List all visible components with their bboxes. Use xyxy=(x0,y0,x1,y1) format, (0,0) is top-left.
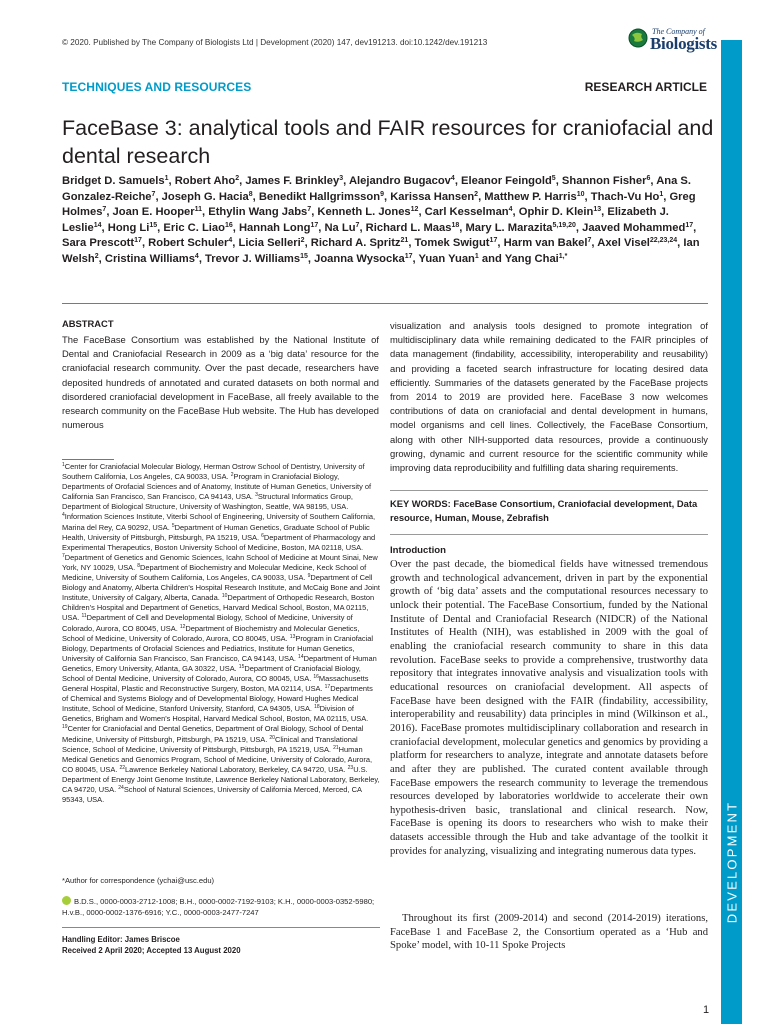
affiliation-number: 6 xyxy=(261,532,264,539)
author-affiliation-number: 21 xyxy=(400,237,409,244)
handling-editor: Handling Editor: James Briscoe xyxy=(62,935,180,944)
author-affiliation-number: 14 xyxy=(93,221,102,229)
author-affiliation-number: 6 xyxy=(646,175,651,182)
keywords-text: FaceBase Consortium, Craniofacial development, Data resource, Human, Mouse, Zebrafish xyxy=(390,498,698,523)
affiliation-number: 13 xyxy=(289,633,296,640)
author[interactable] xyxy=(238,237,304,249)
orcid-list xyxy=(62,896,380,918)
affiliation-text: Massachusetts General Hospital, Plastic and Reconstructive Surgery, Boston, MA 02114, USA. xyxy=(62,673,369,694)
introduction-paragraph-2: Throughout its first (2009-2014) and second (2014-2019) iterations, FaceBase 1 and FaceBase 2, the Consortium operated as a ‘Hub and Spoke’ model, with 10-11 Spoke Projects xyxy=(390,913,708,952)
author-affiliation-number: 1,* xyxy=(558,252,568,260)
affiliation-number: 20 xyxy=(269,734,275,741)
author[interactable] xyxy=(62,175,168,187)
logo-text-big: Biologists xyxy=(650,34,717,53)
author-affiliation-number: 22,23,24 xyxy=(649,237,678,244)
author-affiliation-number: 17 xyxy=(489,237,498,244)
author-affiliation-number: 10 xyxy=(576,190,585,198)
affiliation-number: 3 xyxy=(255,492,258,499)
author-name: Ana S. Gonzalez-Reiche xyxy=(62,175,692,203)
affiliation-text: Departments of Chemical and Systems Biology and of Developmental Biology, Howard Hughes Medical Institute, School of Medicine, Stanford University, Stanford, CA 94305, USA. xyxy=(62,684,373,714)
author-name: Elizabeth J. Leslie xyxy=(62,206,669,234)
author-affiliation-number: 9 xyxy=(380,190,384,198)
affiliation-text: Lawrence Berkeley National Laboratory, Berkeley, CA 94720, USA. xyxy=(125,764,346,774)
globe-icon xyxy=(628,28,648,48)
affiliation-number: 15 xyxy=(238,663,245,670)
author-affiliation-number: 5 xyxy=(551,175,556,182)
author[interactable] xyxy=(314,253,412,265)
author-name: Joan E. Hooper xyxy=(112,206,195,218)
author-affiliation-number: 7 xyxy=(355,221,360,229)
author-name: Benedikt Hallgrimsson xyxy=(258,190,381,203)
author-name: Richard A. Spritz xyxy=(310,237,401,249)
author-affiliation-number: 7 xyxy=(102,206,107,213)
affiliation-number: 16 xyxy=(313,673,319,680)
journal-side-label xyxy=(721,752,742,972)
affiliation-text: Department of Human Genetics, Emory University, Atlanta, GA 30322, USA. xyxy=(62,653,377,673)
author-name: Cristina Williams xyxy=(104,252,195,265)
affiliation-number: 11 xyxy=(81,613,87,620)
author[interactable] xyxy=(419,253,479,265)
author-name: Eric C. Liao xyxy=(163,221,225,234)
author[interactable] xyxy=(205,253,308,265)
author-name: Yuan Yuan xyxy=(418,252,475,265)
author-affiliation-number: 12 xyxy=(410,206,419,213)
abstract-text-part2: visualization and analysis tools designed to promote integration of multidisciplinary data while remaining dedicated to the FAIR principles of data management (findability, accessibility, interoperability and reusability) and providing a faceted search infrastructure for locating desired data efficiently. Summaries of the datasets generated by the FaceBase projects from 2014 to 2019 are provided here. FaceBase 3 now welcomes contributions of data on craniofacial and dental development in humans, model organisms and cell lines. Collectively, the FaceBase Consortium, along with other NIH-supported data resources, provide a continuously growing, dynamic and current resource for the scientific community while improving data reproducibility and fulfilling data sharing requirements. xyxy=(390,320,708,474)
author-name: Tomek Swigut xyxy=(414,237,490,249)
author-affiliation-number: 18 xyxy=(451,221,460,229)
author-name: Ophir D. Klein xyxy=(518,206,594,218)
section-label: TECHNIQUES AND RESOURCES xyxy=(62,80,252,94)
affiliation-number: 12 xyxy=(179,623,186,630)
author-name: Kenneth L. Jones xyxy=(317,206,411,218)
author-name: Trevor J. Williams xyxy=(205,252,301,265)
affiliation-text: Department of Biochemistry and Molecular Medicine, Keck School of Medicine, University of Southern California, Los Angeles, CA 90033, USA. xyxy=(62,562,367,583)
author-name: Yang Chai xyxy=(504,252,559,265)
introduction-paragraph-1: Over the past decade, the biomedical fields have witnessed tremendous growth and technological advancement, driven in part by the exponential growth of ‘big data’ assets and the computational resources necessary to unlock their potential. The FaceBase Consortium, funded by the National Institute of Dental and Craniofacial Research (NIDCR) of the National Institutes of Health (NIH), was established in 2009 with the goal of enabling the craniofacial research community to share in this data revolution. FaceBase seeks to provide a comprehensive, trustworthy data repository that integrates innovative analysis and visualization tools with educational resources on craniofacial development. All aspects of FaceBase have been designed with the FAIR (findability, accessibility, interoperability and reusability) data principles in mind (Wilkinson et al., 2016). FaceBase promotes multidisciplinary collaboration and research in craniofacial development, molecular genetics and genomics by providing a platform for researchers to analyze, integrate and annotate datasets before and after they are published. The curated content available through FaceBase empowers the research community to leverage the tremendous resources developed by laboratories worldwide to accelerate their own hypothesis-driven basic, translational and clinical research. Now, FaceBase is opening its doors to researchers who wish to make their datasets accessible through the Hub and take advantage of the toolkit it provides for analyzing, visualizing and integrating numerous data types. xyxy=(390,559,708,857)
author-name: James F. Brinkley xyxy=(245,175,340,187)
author[interactable] xyxy=(317,206,418,218)
author-name: Jaaved Mohammed xyxy=(582,221,686,234)
publisher-logo[interactable] xyxy=(628,24,717,54)
author[interactable] xyxy=(245,175,343,187)
author-name: Shannon Fisher xyxy=(561,175,647,187)
author-affiliation-number: 17 xyxy=(404,252,413,260)
affiliation-text: Division of Genetics, Brigham and Women's Hospital, Harvard Medical School, Boston, MA 02115, USA. xyxy=(62,704,369,724)
affiliation-number: 8 xyxy=(137,562,141,569)
author-name: Mary L. Marazita xyxy=(465,221,553,234)
affiliation-number: 9 xyxy=(307,573,311,580)
author[interactable] xyxy=(390,191,478,203)
author[interactable] xyxy=(239,222,318,234)
author[interactable] xyxy=(175,175,239,187)
affiliation-text: Department of Orthopedic Research, Boston Children's Hospital and Department of Genetics, Harvard Medical School, Boston, MA 02115, USA. xyxy=(62,593,375,623)
author-affiliation-number: 8 xyxy=(248,190,253,198)
author[interactable] xyxy=(148,237,232,249)
author-affiliation-number: 4 xyxy=(228,237,233,244)
author[interactable] xyxy=(505,253,568,265)
affiliation-number: 21 xyxy=(333,744,339,751)
author[interactable] xyxy=(108,222,157,234)
author-name: Harm van Bakel xyxy=(503,237,588,249)
author-affiliation-number: 5,19,20 xyxy=(552,221,576,229)
author-affiliation-number: 3 xyxy=(339,175,344,182)
author-name: Matthew P. Harris xyxy=(484,190,577,203)
affiliation-number: 1 xyxy=(62,462,65,468)
author[interactable] xyxy=(366,222,460,234)
author[interactable] xyxy=(259,191,384,203)
author-affiliation-number: 16 xyxy=(224,221,233,229)
affiliation-text: School of Natural Sciences, University of California Merced, Merced, CA 95343, USA. xyxy=(62,785,362,805)
keywords-bottom-divider xyxy=(390,534,708,535)
author[interactable] xyxy=(591,191,663,203)
author-name: Hannah Long xyxy=(238,221,311,234)
page-number: 1 xyxy=(703,1004,710,1016)
author-name: Greg Holmes xyxy=(62,190,696,218)
keywords xyxy=(390,497,708,524)
author-affiliation-number: 13 xyxy=(593,206,602,213)
author[interactable] xyxy=(415,237,498,249)
author-name: Joseph G. Hacia xyxy=(161,190,249,203)
author[interactable] xyxy=(163,222,232,234)
keywords-top-divider xyxy=(390,490,708,491)
affiliation-text: U.S. Department of Energy Joint Genome Institute, Lawrence Berkeley National Laboratory, Berkeley, CA 94720, USA. xyxy=(62,764,380,794)
author[interactable] xyxy=(425,206,513,218)
affiliations-list xyxy=(62,462,380,805)
affiliation-number: 14 xyxy=(298,653,304,660)
author-affiliation-number: 2 xyxy=(235,175,240,182)
affiliation-text: Structural Informatics Group, Department of Biological Structure, University of Washington, Seattle, WA 98195, USA. xyxy=(62,492,353,512)
author-affiliation-number: 11 xyxy=(194,206,203,213)
affiliation-number: 18 xyxy=(314,704,320,711)
author[interactable] xyxy=(162,191,253,203)
affiliation-text: Program in Craniofacial Biology, Departments of Orofacial Sciences and Pediatrics, Institute for Human Genetics, University of California San Francisco, San Francisco, CA 94143, USA. xyxy=(62,633,374,663)
affiliation-text: Department of Genetics and Genomic Sciences, Icahn School of Medicine at Mount Sinai, New York, NY 10029, USA. xyxy=(62,552,378,572)
header-divider xyxy=(62,303,708,304)
author-name: Hong Li xyxy=(107,221,150,234)
abstract-heading: ABSTRACT xyxy=(62,318,114,329)
author-name: Carl Kesselman xyxy=(424,206,509,218)
author-name: Robert Schuler xyxy=(148,237,229,249)
author-name: Eleanor Feingold xyxy=(461,175,552,187)
author-affiliation-number: 17 xyxy=(310,221,319,229)
author-affiliation-number: 4 xyxy=(450,175,455,182)
author[interactable] xyxy=(582,222,693,234)
affiliation-text: Program in Craniofacial Biology, Departments of Orofacial Sciences and of Anatomy, Institute of Human Genetics, University of California San Francisco, San Francisco, CA 94143, USA. xyxy=(62,472,372,502)
author-affiliation-number: 7 xyxy=(307,206,312,213)
author-affiliation-number: 4 xyxy=(508,206,513,213)
abstract-text-part1: The FaceBase Consortium was established by the National Institute of Dental and Craniofacial Research in 2009 as a ‘big data’ resource for the craniofacial research community. Over the past decade, researchers have deposited hundreds of annotated and curated datasets on both normal and disordered craniofacial development in FaceBase, all freely available to the research community on the FaceBase Hub website. The Hub has developed numerous xyxy=(62,334,379,431)
keywords-label: KEY WORDS: xyxy=(390,498,451,509)
correspondence-note: *Author for correspondence (ychai@usc.edu) xyxy=(62,876,215,885)
affiliation-number: 7 xyxy=(62,552,65,559)
received-dates: Received 2 April 2020; Accepted 13 August 2020 xyxy=(62,946,241,955)
author[interactable] xyxy=(484,191,584,203)
author-name: Bridget D. Samuels xyxy=(62,175,165,187)
affiliation-number: 22 xyxy=(119,764,126,771)
author[interactable] xyxy=(597,237,677,249)
author-name: Axel Visel xyxy=(597,237,650,249)
editor-divider xyxy=(62,927,380,928)
author-name: Joanna Wysocka xyxy=(314,252,405,265)
introduction-heading: Introduction xyxy=(390,545,446,556)
affiliation-number: 10 xyxy=(221,593,228,600)
author-affiliation-number: 7 xyxy=(151,190,156,198)
affiliation-number: 19 xyxy=(62,724,68,731)
affiliation-text: Department of Cell Biology and Anatomy, Alberta Children's Hospital Research Institute, and McCaig Bone and Joint Institute, University of Calgary, Alberta, Canada. xyxy=(62,573,380,603)
affiliations-divider xyxy=(62,459,114,460)
affiliation-number: 23 xyxy=(347,764,354,771)
author[interactable] xyxy=(519,206,601,218)
affiliation-text: Clinical and Translational Science, School of Medicine, University of Pittsburgh, Pittsburgh, PA 15219, USA. xyxy=(62,734,358,754)
author-affiliation-number: 17 xyxy=(685,221,694,229)
affiliation-number: 24 xyxy=(118,785,124,791)
affiliation-text: Information Sciences Institute, Viterbi School of Engineering, University of Southern California, Marina del Rey, CA 90292, USA. xyxy=(62,512,376,532)
affiliation-number: 17 xyxy=(324,684,331,691)
author-affiliation-number: 15 xyxy=(300,252,308,260)
author-name: Sara Prescott xyxy=(62,237,135,249)
author[interactable] xyxy=(324,222,359,234)
affiliation-number: 5 xyxy=(171,522,175,529)
affiliation-text: Human Medical Genetics and Genomics Program, School of Medicine, University of Colorado, Aurora, CO 80045, USA. xyxy=(62,744,373,774)
author[interactable] xyxy=(465,222,575,234)
author-affiliation-number: 4 xyxy=(194,252,199,260)
author[interactable] xyxy=(311,237,409,249)
orcid-text: B.D.S., 0000-0003-2712-1008; B.H., 0000-0002-7192-9103; K.H., 0000-0003-0352-5980; H.v.B., 0000-0002-1376-6916; Y.C., 0000-0003-2477-7247 xyxy=(62,897,375,917)
author-affiliation-number: 17 xyxy=(134,237,142,244)
author[interactable] xyxy=(113,206,202,218)
author[interactable] xyxy=(62,237,142,249)
author-name: Karissa Hansen xyxy=(390,190,475,203)
author-name: Ian Welsh xyxy=(62,237,700,265)
article-type: RESEARCH ARTICLE xyxy=(584,80,707,94)
author-affiliation-number: 1 xyxy=(164,175,169,182)
logo-text-small: The Company of xyxy=(652,27,705,36)
author[interactable] xyxy=(349,175,455,187)
author[interactable] xyxy=(461,175,556,187)
author-name: Licia Selleri xyxy=(238,237,301,249)
author-affiliation-number: 1 xyxy=(474,252,479,260)
affiliation-text: Department of Pharmacology and Experimental Therapeutics, Boston University School of Medicine, Boston, MA 02118, USA. xyxy=(62,532,376,552)
article-title: FaceBase 3: analytical tools and FAIR resources for craniofacial and dental research xyxy=(62,116,714,168)
author[interactable] xyxy=(504,237,592,249)
author-affiliation-number: 15 xyxy=(149,221,158,229)
orcid-icon xyxy=(62,896,71,905)
author-affiliation-number: 2 xyxy=(94,252,99,260)
affiliation-text: Department of Craniofacial Biology, School of Dental Medicine, University of Colorado, Aurora, CO 80045, USA. xyxy=(62,663,361,683)
author-name: Alejandro Bugacov xyxy=(348,175,451,187)
author-affiliation-number: 7 xyxy=(587,237,592,244)
author-name: Robert Aho xyxy=(174,175,236,187)
author-affiliation-number: 1 xyxy=(659,190,664,198)
author-affiliation-number: 2 xyxy=(300,237,305,244)
author[interactable] xyxy=(562,175,650,187)
author[interactable] xyxy=(105,253,199,265)
affiliation-text: Department of Biochemistry and Molecular Genetics, School of Medicine, University of Colorado, Aurora, CO 80045, USA. xyxy=(62,623,360,643)
affiliation-text: Center for Craniofacial Molecular Biology, Herman Ostrow School of Dentistry, University of Southern California, Los Angeles, CA 90033, USA. xyxy=(62,462,365,482)
author-name: Thach-Vu Ho xyxy=(590,190,660,203)
author-affiliation-number: 2 xyxy=(474,190,479,198)
side-label-text: DEVELOPMENT xyxy=(724,800,739,924)
affiliation-text: Department of Human Genetics, Graduate School of Public Health, University of Pittsburgh, Pittsburgh, PA 15219, USA. xyxy=(62,522,370,542)
affiliation-text: Center for Craniofacial and Dental Genetics, Department of Oral Biology, School of Dental Medicine, University of Pittsburgh, Pittsburgh, PA 15219, USA. xyxy=(62,724,364,744)
author-list: Bridget D. Samuels$^1$, Robert Aho$^2$, James F. Brinkley$^3$, Alejandro Bugacov$^4$, Eleanor Feingold$^5$, Shannon Fisher$^6$, Ana S. Gonzalez-Reiche$^7$, Joseph G. Hacia$^8$, Benedikt Hallgrimsson$^9$, Karissa Hansen$^2$, Matthew P. Harris$^{10}$, Thach-Vu Ho$^1$, Greg Holmes$^7$, Joan E. Hooper$^{11}$, Ethylin Wang Jabs$^7$, Kenneth L. Jones$^{12}$, Carl Kesselman$^4$, Ophir D. Klein$^{13}$, Elizabeth J. Leslie$^{14}$, Hong Li$^{15}$, Eric C. Liao$^{16}$, Hannah Long$^{17}$, Na Lu$^7$, Richard L. Maas$^{18}$, Mary L. Marazita$^{5,19,20}$, Jaaved Mohammed$^{17}$, Sara Prescott$^{17}$, Robert Schuler$^4$, Licia Selleri$^2$, Richard A. Spritz$^{21}$, Tomek Swigut$^{17}$, Harm van Bakel$^7$, Axel Visel$^{22,23,24}$, Ian Welsh$^2$, Cristina Williams$^4$, Trevor J. Williams$^{15}$, Joanna Wysocka$^{17}$, Yuan Yuan$^1$ and Yang Chai$^{1,*}$ xyxy=(62,175,700,265)
affiliation-text: Department of Cell and Developmental Biology, School of Medicine, University of Colorado, Aurora, CO 80045, USA. xyxy=(62,613,353,633)
author[interactable] xyxy=(208,206,311,218)
author-name: Ethylin Wang Jabs xyxy=(208,206,308,218)
author-name: Na Lu xyxy=(324,221,356,234)
journal-citation: © 2020. Published by The Company of Biologists Ltd | Development (2020) 147, dev191213. doi:10.1242/dev.191213 xyxy=(62,38,488,47)
author-name: Richard L. Maas xyxy=(365,221,452,234)
affiliation-number: 4 xyxy=(62,512,65,519)
affiliation-number: 2 xyxy=(230,472,234,479)
